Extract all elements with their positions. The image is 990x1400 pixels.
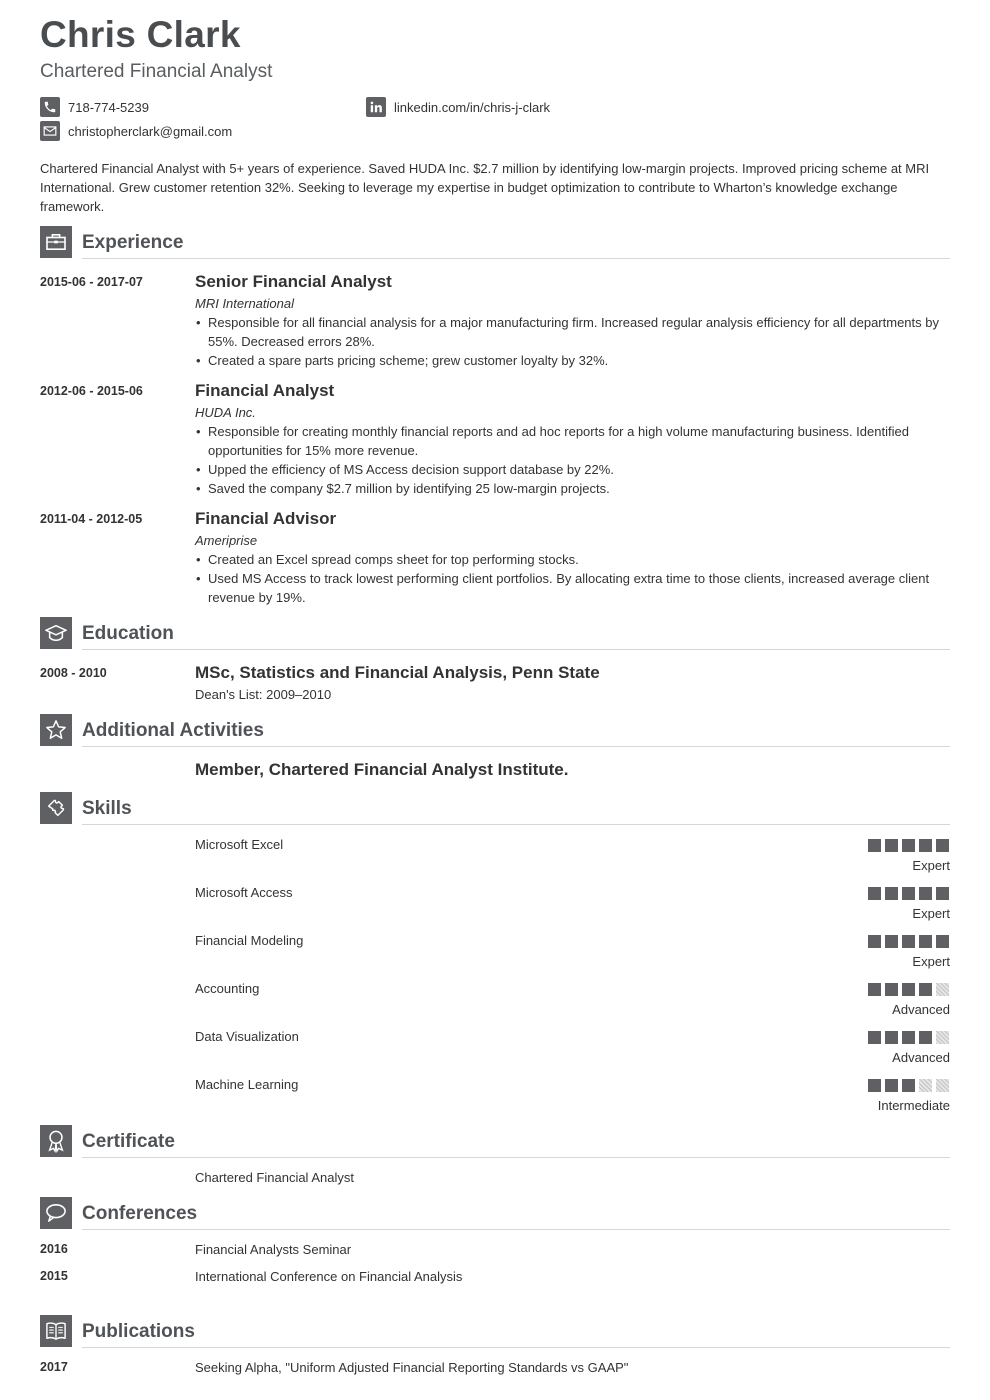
certificate-item: Chartered Financial Analyst bbox=[195, 1170, 354, 1185]
puzzle-icon bbox=[40, 792, 72, 824]
rating-square-filled bbox=[868, 983, 881, 996]
job-dates: 2012-06 - 2015-06 bbox=[40, 384, 143, 398]
job-bullet: • Created a spare parts pricing scheme; grew customer loyalty by 32%. bbox=[195, 351, 945, 370]
activity-item: Member, Chartered Financial Analyst Institute. bbox=[195, 760, 569, 779]
conference-year: 2015 bbox=[40, 1269, 68, 1283]
skill-name: Microsoft Access bbox=[195, 885, 293, 900]
rating-square-filled bbox=[868, 1079, 881, 1092]
publications-heading: Publications bbox=[82, 1321, 195, 1342]
skill-level: Expert bbox=[912, 906, 950, 921]
skill-level: Expert bbox=[912, 858, 950, 873]
rating-square-filled bbox=[919, 887, 932, 900]
email-icon bbox=[40, 121, 60, 141]
skill-name: Microsoft Excel bbox=[195, 837, 284, 852]
rating-square-filled bbox=[885, 887, 898, 900]
skill-name: Accounting bbox=[195, 981, 260, 996]
email-contact[interactable] bbox=[40, 121, 232, 141]
skill-level: Advanced bbox=[892, 1002, 950, 1017]
skills-heading: Skills bbox=[82, 798, 132, 819]
skill-rating-bar bbox=[868, 935, 953, 948]
graduation-cap-icon bbox=[40, 617, 72, 649]
phone-icon bbox=[40, 97, 60, 117]
rating-square-filled bbox=[902, 887, 915, 900]
rating-square-filled bbox=[936, 839, 949, 852]
skill-rating-bar bbox=[868, 983, 953, 996]
job-bullets bbox=[195, 313, 945, 370]
publication-year: 2017 bbox=[40, 1360, 68, 1374]
section-divider bbox=[82, 1157, 950, 1158]
education-degree: MSc, Statistics and Financial Analysis, Penn State bbox=[195, 663, 600, 682]
job-bullet: • Created an Excel spread comps sheet for top performing stocks. bbox=[195, 550, 945, 569]
skill-rating-bar bbox=[868, 1079, 953, 1092]
rating-square-empty bbox=[919, 1079, 932, 1092]
rating-square-filled bbox=[868, 839, 881, 852]
rating-square-filled bbox=[868, 935, 881, 948]
job-bullet: • Used MS Access to track lowest performing client portfolios. By allocating extra time to those clients, increased average client revenue by 19%. bbox=[195, 569, 945, 607]
phone-number: 718-774-5239 bbox=[68, 99, 149, 115]
skills-section-header bbox=[40, 792, 950, 826]
rating-square-filled bbox=[919, 983, 932, 996]
rating-square-filled bbox=[919, 935, 932, 948]
rating-square-empty bbox=[936, 1031, 949, 1044]
section-divider bbox=[82, 649, 950, 650]
section-divider bbox=[82, 1347, 950, 1348]
education-heading: Education bbox=[82, 623, 174, 644]
job-company: MRI International bbox=[195, 296, 294, 311]
skill-level: Expert bbox=[912, 954, 950, 969]
rating-square-filled bbox=[868, 887, 881, 900]
rating-square-filled bbox=[868, 1031, 881, 1044]
rating-square-filled bbox=[902, 935, 915, 948]
skill-rating-bar bbox=[868, 839, 953, 852]
rating-square-empty bbox=[936, 1079, 949, 1092]
rating-square-filled bbox=[902, 839, 915, 852]
publications-section-header bbox=[40, 1315, 950, 1349]
job-bullet: • Saved the company $2.7 million by identifying 25 low-margin projects. bbox=[195, 479, 945, 498]
rating-square-empty bbox=[936, 983, 949, 996]
skill-level: Intermediate bbox=[877, 1098, 950, 1113]
job-company: Ameriprise bbox=[195, 533, 258, 548]
rating-square-filled bbox=[885, 839, 898, 852]
job-bullet: • Responsible for all financial analysis for a major manufacturing firm. Increased regular analysis efficiency for all departments by 55%. Decreased errors 28%. bbox=[195, 313, 945, 351]
job-title: Senior Financial Analyst bbox=[195, 272, 392, 291]
conferences-section-header bbox=[40, 1197, 950, 1231]
education-dates: 2008 - 2010 bbox=[40, 666, 107, 680]
candidate-title: Chartered Financial Analyst bbox=[40, 61, 273, 82]
conference-year: 2016 bbox=[40, 1242, 68, 1256]
section-divider bbox=[82, 824, 950, 825]
education-note: Dean's List: 2009–2010 bbox=[195, 687, 332, 702]
job-company: HUDA Inc. bbox=[195, 405, 256, 420]
activities-section-header bbox=[40, 714, 950, 748]
job-title: Financial Advisor bbox=[195, 509, 337, 528]
rating-square-filled bbox=[902, 983, 915, 996]
experience-heading: Experience bbox=[82, 232, 184, 253]
section-divider bbox=[82, 1229, 950, 1230]
rating-square-filled bbox=[885, 935, 898, 948]
job-bullets bbox=[195, 422, 945, 498]
certificate-section-header bbox=[40, 1125, 950, 1159]
education-section-header bbox=[40, 617, 950, 651]
phone-contact[interactable] bbox=[40, 97, 149, 117]
book-icon bbox=[40, 1315, 72, 1347]
activities-heading: Additional Activities bbox=[82, 720, 264, 741]
linkedin-url: linkedin.com/in/chris-j-clark bbox=[394, 99, 551, 115]
skill-name: Financial Modeling bbox=[195, 933, 304, 948]
job-dates: 2015-06 - 2017-07 bbox=[40, 275, 143, 289]
rating-square-filled bbox=[902, 1031, 915, 1044]
skill-name: Data Visualization bbox=[195, 1029, 299, 1044]
rating-square-filled bbox=[885, 983, 898, 996]
rating-square-filled bbox=[936, 935, 949, 948]
candidate-name: Chris Clark bbox=[40, 14, 241, 55]
job-dates: 2011-04 - 2012-05 bbox=[40, 512, 143, 526]
section-divider bbox=[82, 746, 950, 747]
job-bullet: • Upped the efficiency of MS Access decision support database by 22%. bbox=[195, 460, 945, 479]
section-divider bbox=[82, 258, 950, 259]
rating-square-filled bbox=[919, 839, 932, 852]
email-address: christopherclark@gmail.com bbox=[68, 123, 233, 139]
linkedin-contact[interactable] bbox=[366, 97, 550, 117]
rating-square-filled bbox=[936, 887, 949, 900]
speech-bubble-icon bbox=[40, 1197, 72, 1229]
skill-level: Advanced bbox=[892, 1050, 950, 1065]
job-bullets bbox=[195, 550, 945, 607]
skill-rating-bar bbox=[868, 887, 953, 900]
conference-name: Financial Analysts Seminar bbox=[195, 1242, 352, 1257]
certificate-heading: Certificate bbox=[82, 1131, 175, 1152]
conferences-heading: Conferences bbox=[82, 1203, 198, 1224]
experience-section-header bbox=[40, 226, 950, 260]
job-title: Financial Analyst bbox=[195, 381, 335, 400]
star-icon bbox=[40, 714, 72, 746]
linkedin-icon bbox=[366, 97, 386, 117]
skill-name: Machine Learning bbox=[195, 1077, 299, 1092]
rating-square-filled bbox=[919, 1031, 932, 1044]
skill-rating-bar bbox=[868, 1031, 953, 1044]
conference-name: International Conference on Financial Analysis bbox=[195, 1269, 463, 1284]
publication-name: Seeking Alpha, "Uniform Adjusted Financial Reporting Standards vs GAAP" bbox=[195, 1360, 629, 1375]
rating-square-filled bbox=[902, 1079, 915, 1092]
job-bullet: • Responsible for creating monthly financial reports and ad hoc reports for a high volume manufacturing business. Identified opportunities for 15% more revenue. bbox=[195, 422, 945, 460]
briefcase-icon bbox=[40, 226, 72, 258]
award-ribbon-icon bbox=[40, 1125, 72, 1157]
professional-summary: Chartered Financial Analyst with 5+ years of experience. Saved HUDA Inc. $2.7 million by identifying low-margin projects. Improved pricing scheme at MRI International. Grew customer retention 32%. Seeking to leverage my expertise in budget optimization to contribute to Wharton’s knowledge exchange framework. bbox=[40, 161, 930, 214]
rating-square-filled bbox=[885, 1031, 898, 1044]
rating-square-filled bbox=[885, 1079, 898, 1092]
